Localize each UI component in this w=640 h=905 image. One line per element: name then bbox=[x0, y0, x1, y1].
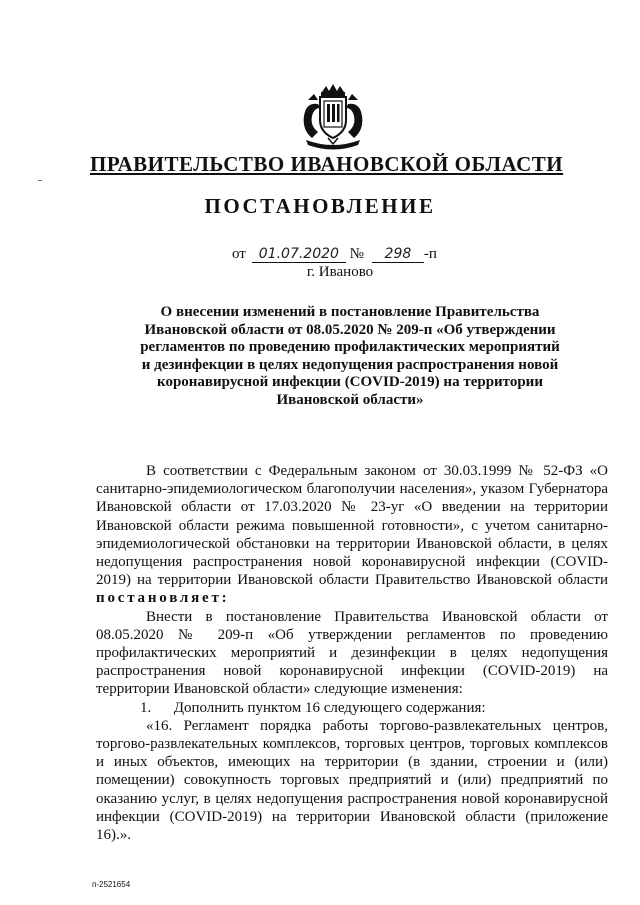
item-number: 1. bbox=[140, 699, 152, 716]
date-prefix: от bbox=[232, 246, 246, 262]
date-number-line bbox=[232, 246, 492, 263]
document-code: п-2521654 bbox=[92, 880, 131, 889]
document-subject bbox=[120, 304, 580, 410]
city-name: г. Иваново bbox=[306, 264, 374, 280]
number-suffix: -п bbox=[423, 246, 437, 262]
preamble-paragraph bbox=[96, 462, 608, 608]
subject-line: Ивановской области от 08.05.2020 № 209-п «Об утверждении bbox=[144, 321, 556, 338]
scan-mark bbox=[38, 180, 42, 181]
subject-line: Ивановской области» bbox=[276, 391, 424, 408]
item-paragraph bbox=[96, 699, 608, 717]
handwritten-number: 298 bbox=[372, 247, 424, 263]
document-type-heading: ПОСТАНОВЛЕНИЕ bbox=[204, 194, 436, 218]
intro-paragraph: Внести в постановление Правительства Ивановской области от 08.05.2020 № 209-п «Об утверждении регламентов по проведению профилактических мероприятий и дезинфекции в целях недопущения распространения новой коронавирусной инфекции (COVID-2019) на территории Ивановской области» следующие изменения: bbox=[96, 608, 608, 698]
government-title: ПРАВИТЕЛЬСТВО ИВАНОВСКОЙ ОБЛАСТИ bbox=[90, 152, 564, 176]
preamble-text: В соответствии с Федеральным законом от 30.03.1999 № 52-ФЗ «О санитарно-эпидемиологическом благополучии населения», указом Губернатора Ивановской области от 17.03.2020 № 23-уг «О введении на территории Ивановской области режима повышенной готовности», с учетом санитарно-эпидемиологической обстановки на территории Ивановской области, в целях недопущения распространения новой коронавирусной инфекции (COVID-2019) на территории Ивановской области Правительство Ивановской области bbox=[96, 463, 608, 589]
subject-line: и дезинфекции в целях недопущения распространения новой bbox=[141, 356, 559, 373]
coat-of-arms-emblem bbox=[298, 82, 368, 150]
document-body bbox=[96, 462, 608, 844]
subject-line: регламентов по проведению профилактических мероприятий bbox=[140, 339, 560, 356]
subject-line: О внесении изменений в постановление Правительства bbox=[160, 304, 540, 320]
list-item bbox=[96, 699, 608, 717]
item-text: Дополнить пунктом 16 следующего содержания: bbox=[173, 699, 486, 716]
number-sign: № bbox=[349, 246, 364, 262]
subject-line: коронавирусной инфекции (COVID-2019) на территории bbox=[157, 374, 543, 391]
decree-word: постановляет: bbox=[96, 590, 230, 607]
quoted-paragraph: «16. Регламент порядка работы торгово-развлекательных центров, торгово-развлекательных комплексов, торговых центров, торговых комплексов и иных объектов, имеющих на территории (в здании, строении и (или) помещении) совокупность торговых предприятий и (или) предприятий по оказанию услуг, в целях недопущения распространения новой коронавирусной инфекции (COVID-2019) на территории Ивановской области (приложение 16).». bbox=[96, 717, 608, 844]
handwritten-date: 01.07.2020 bbox=[252, 247, 346, 263]
